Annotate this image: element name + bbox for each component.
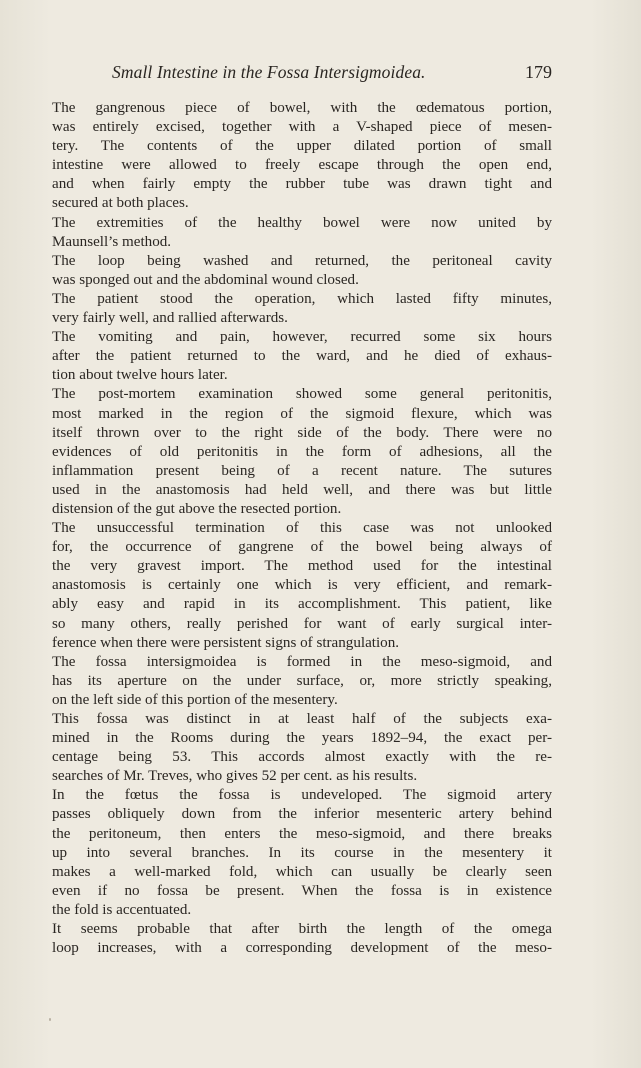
text-line: It seems probable that after birth the length of the omega [52,921,552,938]
text-line: In the fœtus the fossa is undeveloped. The sigmoid artery [52,787,552,804]
text-line: searches of Mr. Treves, who gives 52 per cent. as his results. [52,768,418,785]
text-line: ably easy and rapid in its accomplishment. This patient, like [52,596,552,613]
text-line: Maunsell’s method. [52,233,172,250]
running-head [112,62,552,86]
text-line: The loop being washed and returned, the peritoneal cavity [52,252,552,269]
text-line: has its aperture on the under surface, or, more strictly speaking, [52,672,552,689]
text-line: intestine were allowed to freely escape through the open end, [52,157,552,174]
text-line: The patient stood the operation, which lasted fifty minutes, [52,290,552,307]
text-line: for, the occurrence of gangrene of the bowel being always of [52,539,552,556]
text-line: makes a well-marked fold, which can usually be clearly seen [52,863,552,880]
text-line: mined in the Rooms during the years 1892–94, the exact per- [52,730,552,747]
text-line: ference when there were persistent signs of strangulation. [52,634,400,651]
text-line: tery. The contents of the upper dilated portion of small [52,138,552,155]
text-line: the peritoneum, then enters the meso-sigmoid, and there breaks [52,825,552,842]
text-line: used in the anastomosis had held well, and there was but little [52,481,552,498]
text-line: loop increases, with a corresponding development of the meso- [52,940,552,957]
text-line: The gangrenous piece of bowel, with the œdematous portion, [52,100,552,116]
text-line: was entirely excised, together with a V-shaped piece of mesen- [52,119,552,136]
text-line: and when fairly empty the rubber tube was drawn tight and [52,176,552,193]
text-line: the very gravest import. The method used for the intestinal [52,558,552,575]
body-text [52,99,552,958]
text-line: This fossa was distinct in at least half of the subjects exa- [52,711,552,727]
text-line: passes obliquely down from the inferior mesenteric artery behind [52,806,552,823]
text-line: inflammation present being of a recent nature. The sutures [52,462,552,479]
text-line: centage being 53. This accords almost exactly with the re- [52,749,552,766]
page-number: 179 [525,62,552,82]
text-line: secured at both places. [52,195,189,212]
text-line: on the left side of this portion of the mesentery. [52,691,338,708]
text-line: The fossa intersigmoidea is formed in the meso-sigmoid, and [52,653,552,670]
text-line: The extremities of the healthy bowel were now united by [52,214,552,231]
text-line: anastomosis is certainly one which is very efficient, and remark- [52,577,552,594]
text-line: after the patient returned to the ward, and he died of exhaus- [52,348,552,365]
text-line: The post-mortem examination showed some general peritonitis, [52,386,552,403]
text-line: up into several branches. In its course in the mesentery it [52,844,552,861]
text-line: was sponged out and the abdominal wound closed. [52,271,359,288]
text-line: The vomiting and pain, however, recurred some six hours [52,329,552,346]
text-line: distension of the gut above the resected portion. [52,500,342,517]
text-line: even if no fossa be present. When the fossa is in existence [52,882,552,899]
text-line: itself thrown over to the right side of the body. There were no [52,424,552,441]
running-title: Small Intestine in the Fossa Intersigmoidea. [112,62,426,82]
text-line: very fairly well, and rallied afterwards. [52,310,288,327]
text-line: evidences of old peritonitis in the form of adhesions, all the [52,443,552,460]
text-line: The unsuccessful termination of this case was not unlooked [52,520,552,537]
text-line: most marked in the region of the sigmoid flexure, which was [52,405,552,422]
text-line: so many others, really perished for want of early surgical inter- [52,615,552,632]
print-speck [49,1018,51,1021]
text-line: tion about twelve hours later. [52,367,228,384]
text-line: the fold is accentuated. [52,901,192,918]
